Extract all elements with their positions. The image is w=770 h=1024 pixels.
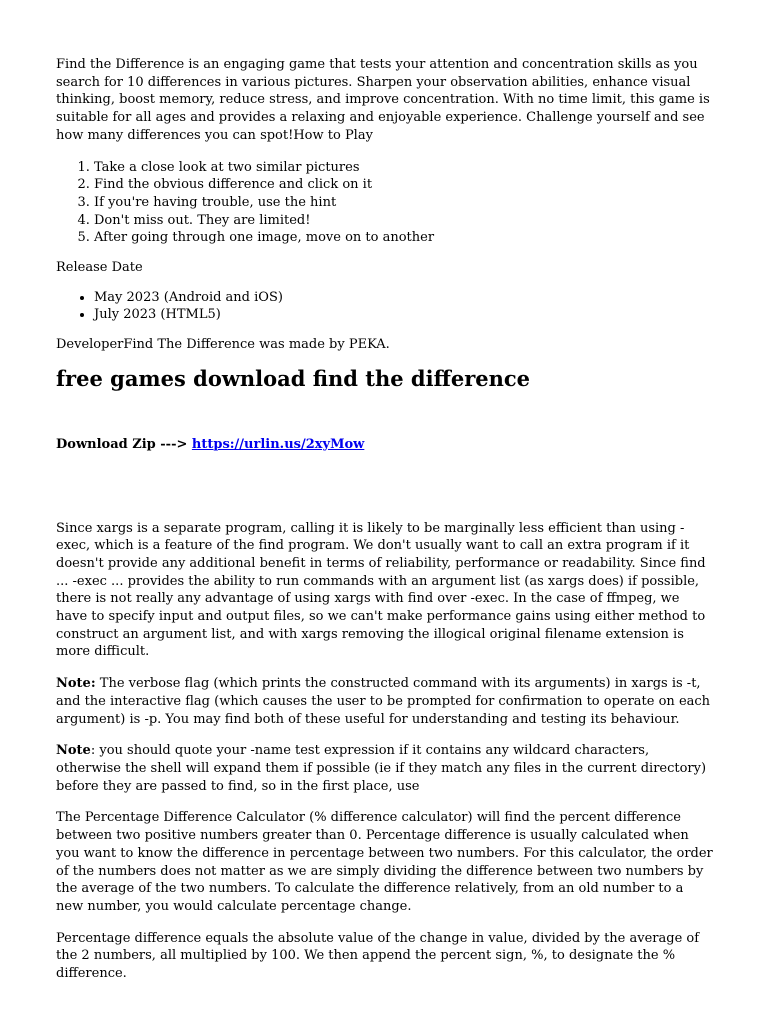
percent-calculator-paragraph: The Percentage Difference Calculator (% difference calculator) will find the percent difference between two positive numbers greater than 0. Percentage difference is usually calculated when you want to know the difference in percentage between two numbers. For this calculator, the order of the numbers does not matter as we are simply dividing the difference between two numbers by the average of the two numbers. To calculate the difference relatively, from an old number to a new number, you would calculate percentage change. — [56, 810, 713, 914]
download-label: Download Zip ---> — [56, 436, 192, 452]
list-item: 2. Find the obvious difference and click on it — [94, 176, 714, 194]
note-text: : you should quote your -name test expression if it contains any wildcard characters, otherwise the shell will expand them if possible (ie if they match any files in the current directory) before they are passed to find, so in the first place, use — [56, 743, 707, 794]
page-heading: free games download find the difference — [56, 365, 531, 391]
note-label: Note: — [56, 676, 96, 692]
list-item: • July 2023 (HTML5) — [94, 306, 714, 324]
developer-paragraph: DeveloperFind The Difference was made by PEKA. — [56, 337, 390, 353]
note-verbose-paragraph — [56, 675, 714, 728]
list-item: 3. If you're having trouble, use the hint — [94, 194, 714, 212]
release-date-list — [56, 289, 714, 324]
list-item: 4. Don't miss out. They are limited! — [94, 212, 714, 230]
list-item: 5. After going through one image, move on to another — [94, 229, 714, 247]
note-text: The verbose flag (which prints the constructed command with its arguments) in xargs is -t, and the interactive flag (which causes the user to be prompted for confirmation to operate on each argument) is -p. You may find both of these useful for understanding and testing its behaviour. — [56, 676, 711, 727]
download-line — [56, 436, 714, 454]
download-link[interactable]: https://urlin.us/2xyMow — [191, 436, 365, 452]
list-item: 1. Take a close look at two similar pictures — [94, 159, 714, 177]
release-date-label: Release Date — [56, 260, 143, 276]
intro-paragraph: Find the Difference is an engaging game that tests your attention and concentration skills as you search for 10 differences in various pictures. Sharpen your observation abilities, enhance visual thinking, boost memory, reduce stress, and improve concentration. With no time limit, this game is suitable for all ages and provides a relaxing and enjoyable experience. Challenge yourself and see how many differences you can spot!How to Play — [56, 57, 710, 143]
how-to-play-list — [56, 159, 714, 248]
note-quote-paragraph — [56, 742, 714, 795]
xargs-paragraph: Since xargs is a separate program, calling it is likely to be marginally less efficient than using -exec, which is a feature of the find program. We don't usually want to call an extra program if it doesn't provide any additional benefit in terms of reliability, performance or readability. Since find ... -exec ... provides the ability to run commands with an argument list (as xargs does) if possible, there is not really any advantage of using xargs with find over -exec. In the case of ffmpeg, we have to specify input and output files, so we can't make performance gains using either method to construct an argument list, and with xargs removing the illogical original filename extension is more difficult. — [56, 520, 706, 660]
percent-formula-paragraph: Percentage difference equals the absolute value of the change in value, divided by the average of the 2 numbers, all multiplied by 100. We then append the percent sign, %, to designate the % difference. — [56, 930, 700, 982]
list-item: • May 2023 (Android and iOS) — [94, 289, 714, 307]
note-label: Note — [56, 743, 91, 759]
